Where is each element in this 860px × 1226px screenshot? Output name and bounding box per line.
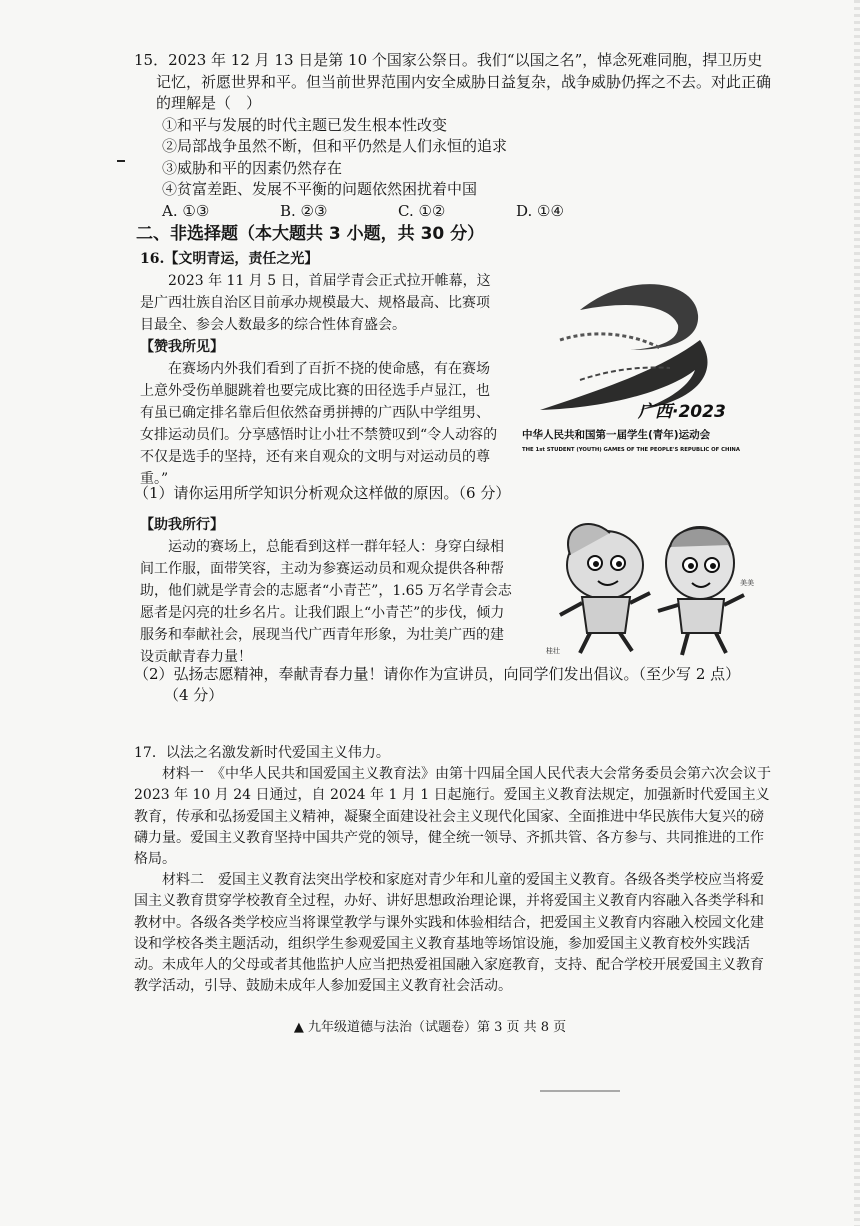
mascot-graphic: [540, 515, 780, 660]
logo-year: 广西·2023: [638, 402, 726, 422]
q16-part2-title: 【助我所行】: [140, 517, 224, 533]
section-title: 二、非选择题: [136, 224, 238, 244]
section-subtitle: （本大题共 3 小题，共 30 分）: [238, 224, 485, 244]
q15-option-4: ④贫富差距、发展不平衡的问题依然困扰着中国: [162, 180, 478, 198]
games-logo-graphic: [520, 270, 770, 460]
question-17: [134, 743, 776, 997]
q16-sub2-text: （2）弘扬志愿精神，奉献青春力量！请你作为宣讲员，向同学们发出倡议。（至少写 2 点）: [134, 665, 741, 683]
choice-c: C. ①②: [398, 201, 446, 220]
q16-sub1: （1）请你运用所学知识分析观众这样做的原因。（6 分）: [134, 484, 511, 502]
q16-heading: 16.【文明青运，责任之光】: [140, 251, 319, 267]
scan-edge: [854, 0, 860, 1226]
games-logo: [520, 270, 770, 460]
choice-d: D. ①④: [516, 201, 564, 220]
q16-sub2: [134, 664, 774, 706]
logo-english-name: THE 1st STUDENT (YOUTH) GAMES OF THE PEOPLE'S REPUBLIC OF CHINA: [522, 447, 740, 453]
q15-option-2: ②局部战争虽然不断，但和平仍然是人们永恒的追求: [162, 137, 508, 155]
q15-stem: 15．2023 年 12 月 13 日是第 10 个国家公祭日。我们“以国之名”，悼念死难同胞，捍卫历史记忆，祈愿世界和平。但当前世界范围内安全威胁日益复杂，战争威胁仍挥之不去。对此正确的理解是（ ）: [134, 51, 772, 112]
q16-part1-text: 在赛场内外我们看到了百折不挠的使命感，有在赛场上意外受伤单腿跳着也要完成比赛的田径选手卢显江，也有虽已确定排名靠后但依然奋勇拼搏的广西队中学组男、女排运动员们。分享感悟时让小壮不禁赞叹到“令人动容的不仅是选手的坚持，还有来自观众的文明与对运动员的尊重。”: [140, 361, 498, 487]
mascot-left-label: 桂壮: [546, 647, 560, 655]
q17-material-1: 材料一 《中华人民共和国爱国主义教育法》由第十四届全国人民代表大会常务委员会第六次会议于 2023 年 10 月 24 日通过，自 2024 年 1 月 1 日起施行。爱国主义教育法规定，加强新时代爱国主义教育，传承和弘扬爱国主义精神，凝聚全面建设社会主义现代化国家、全面推进中华民族伟大复兴的磅礴力量。爱国主义教育坚持中国共产党的领导，健全统一领导、齐抓共管、各方参与、共同推进的工作格局。: [134, 766, 771, 868]
choice-a: A. ①③: [162, 201, 210, 220]
page-footer: ▲ 九年级道德与法治（试题卷）第 3 页 共 8 页: [293, 1020, 567, 1035]
scan-mark: [540, 1090, 620, 1092]
question-16-part2: [140, 514, 512, 668]
logo-chinese-name: 中华人民共和国第一届学生(青年)运动会: [522, 429, 711, 441]
q17-material-2: 材料二 爱国主义教育法突出学校和家庭对青少年和儿童的爱国主义教育。各级各类学校应当将爱国主义教育贯穿学校教育全过程，办好、讲好思想政治理论课，并将爱国主义教育内容融入各类学科和教材中。各级各类学校应当将课堂教学与课外实践和体验相结合，把爱国主义教育内容融入校园文化建设和学校各类主题活动，组织学生参观爱国主义教育基地等场馆设施，参加爱国主义教育校外实践活动。未成年人的父母或者其他监护人应当把热爱祖国融入家庭教育，支持、配合学校开展爱国主义教育教学活动，引导、鼓励未成年人参加爱国主义教育社会活动。: [134, 872, 764, 995]
question-16: [140, 248, 500, 490]
q15-option-3: ③威胁和平的因素仍然存在: [162, 158, 343, 177]
mascot-right-label: 美美: [740, 579, 754, 587]
choice-b: B. ②③: [280, 201, 328, 220]
q16-part2-text: 运动的赛场上，总能看到这样一群年轻人：身穿白绿相间工作服，面带笑容，主动为参赛运动员和观众提供各种帮助，他们就是学青会的志愿者“小青芒”，1.65 万名学青会志愿者是闪亮的壮乡名片。让我们跟上“小青芒”的步伐，倾力服务和奉献社会，展现当代广西青年形象，为壮美广西的建设贡献青春力量！: [140, 539, 512, 665]
q16-sub2-points: （4 分）: [164, 686, 224, 704]
q16-intro: 2023 年 11 月 5 日，首届学青会正式拉开帷幕，这是广西壮族自治区目前承办规模最大、规格最高、比赛项目最全、参会人数最多的综合性体育盛会。: [140, 273, 491, 333]
mascot-illustration: [540, 515, 780, 660]
section-heading: [136, 219, 484, 244]
question-15: [134, 50, 774, 222]
q16-part1-title: 【赞我所见】: [140, 339, 224, 355]
q15-option-1: ①和平与发展的时代主题已发生根本性改变: [162, 115, 448, 134]
scan-mark: [117, 160, 125, 162]
q17-stem: 17．以法之名激发新时代爱国主义伟力。: [134, 745, 390, 761]
